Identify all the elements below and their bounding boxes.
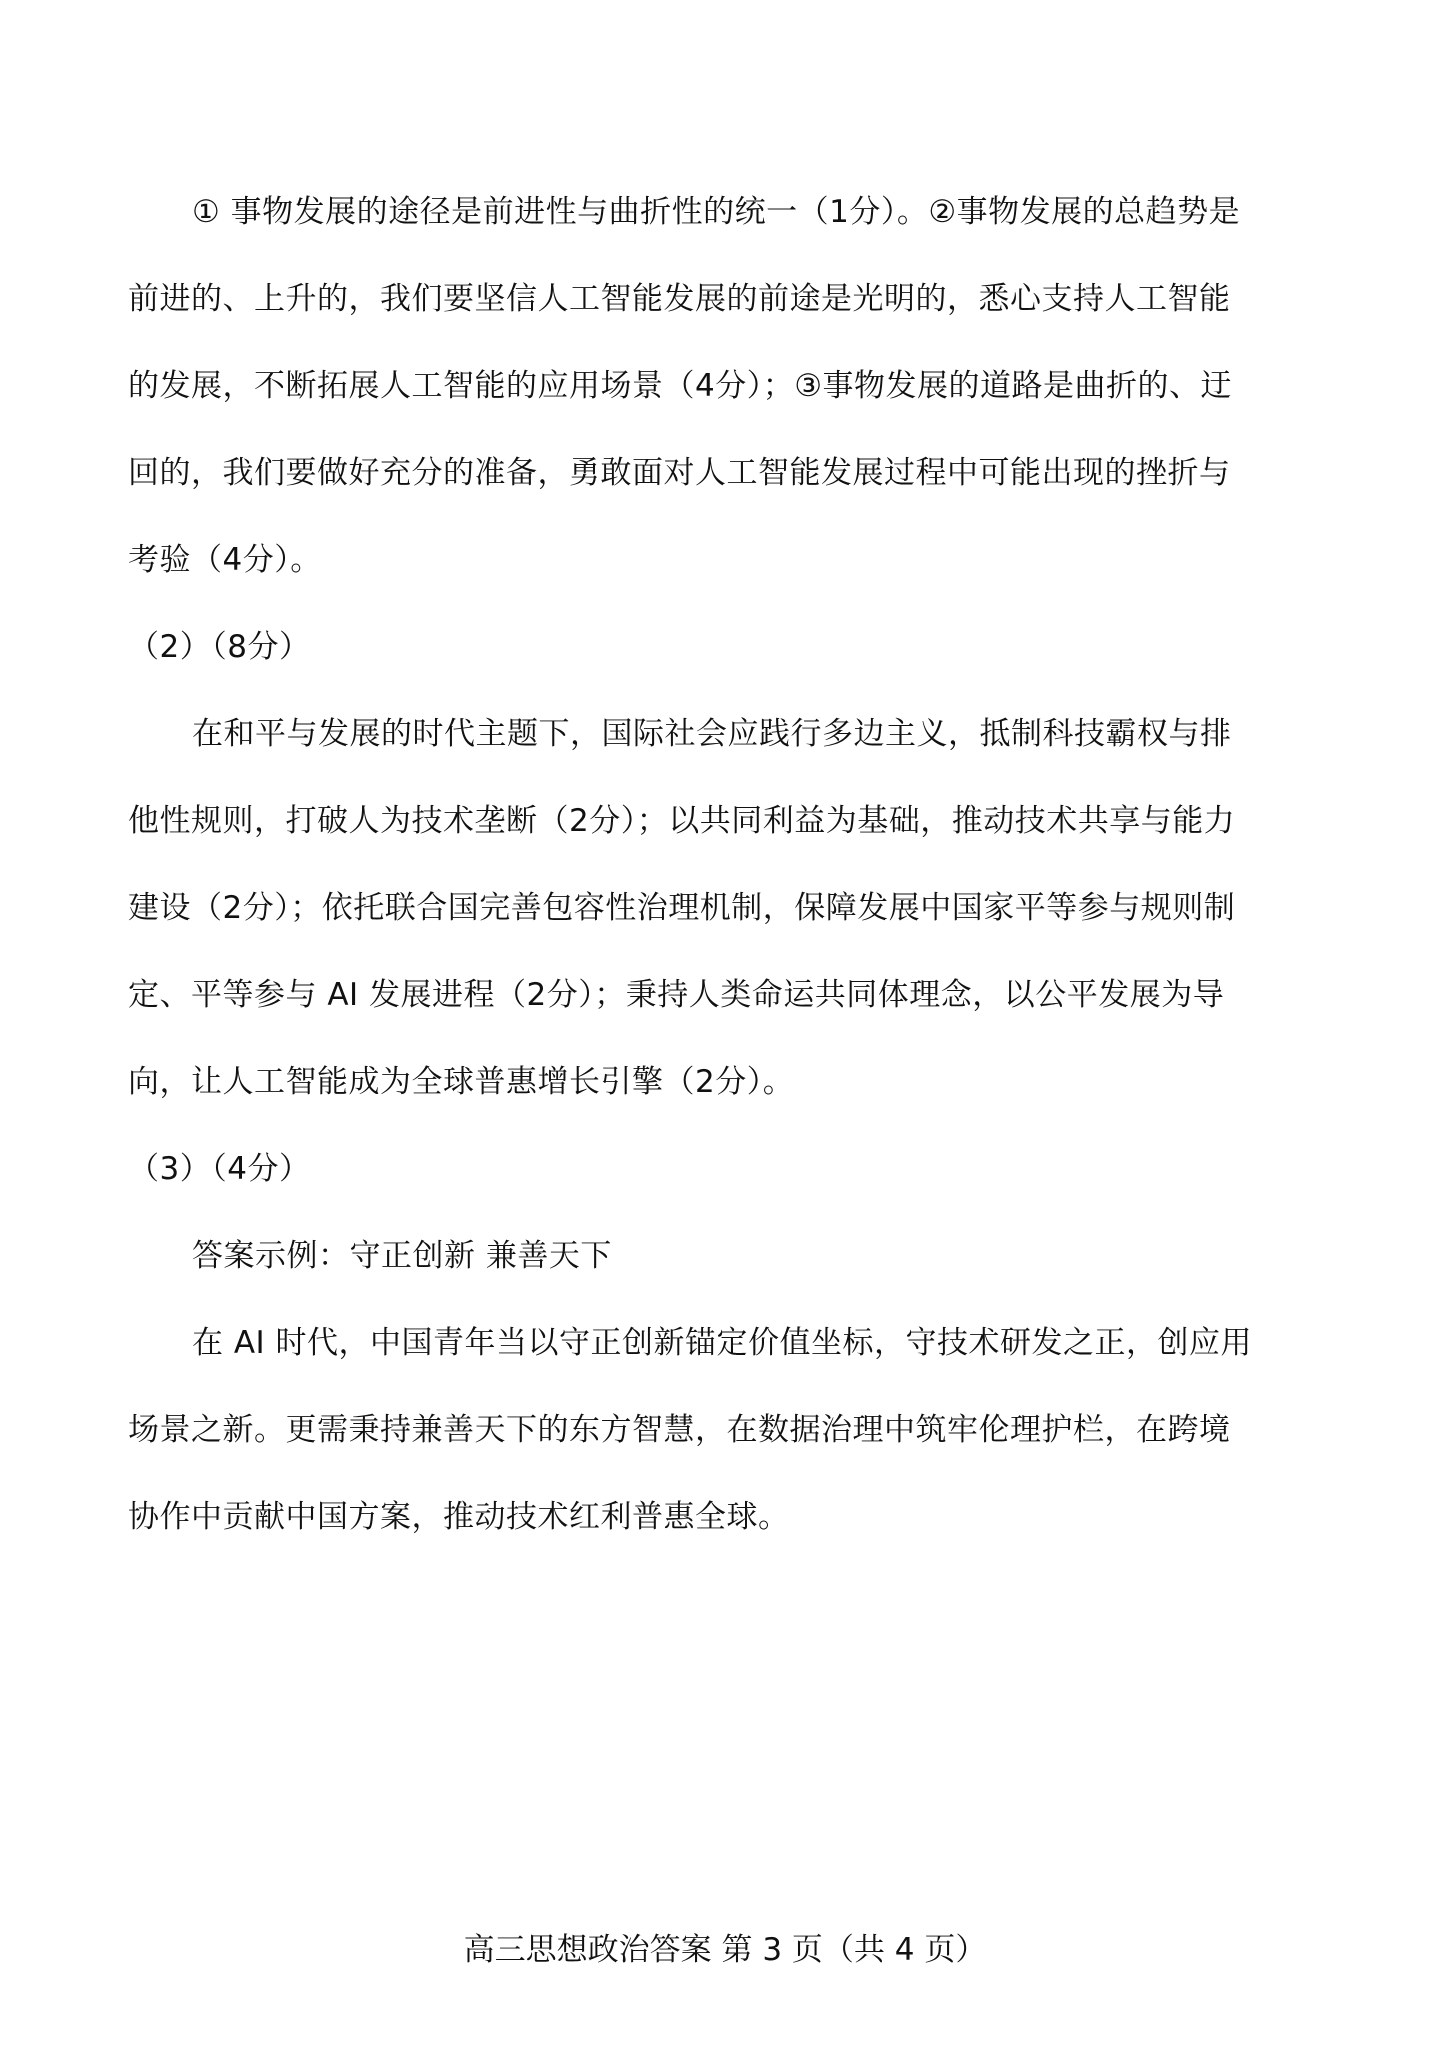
section1-line-2: 前进的、上升的，我们要坚信人工智能发展的前途是光明的，悉心支持人工智能 <box>128 281 1231 317</box>
section1-line-3: 的发展，不断拓展人工智能的应用场景（4分）；③事物发展的道路是曲折的、迂 <box>128 368 1233 404</box>
section1-line-4: 回的，我们要做好充分的准备，勇敢面对人工智能发展过程中可能出现的挫折与 <box>128 455 1231 491</box>
section2-line-2: 他性规则，打破人为技术垄断（2分）；以共同利益为基础，推动技术共享与能力 <box>128 803 1236 839</box>
section1-line-1: ① 事物发展的途径是前进性与曲折性的统一（1分）。②事物发展的总趋势是 <box>192 194 1241 230</box>
section3-line-2: 场景之新。更需秉持兼善天下的东方智慧，在数据治理中筑牢伦理护栏，在跨境 <box>128 1412 1231 1448</box>
section1-line-5: 考验（4分）。 <box>128 542 322 578</box>
section2-line-4: 定、平等参与 AI 发展进程（2分）；秉持人类命运共同体理念，以公平发展为导 <box>128 977 1225 1013</box>
section2-heading: （2）（8分） <box>128 629 311 665</box>
section3-example: 答案示例：守正创新 兼善天下 <box>192 1238 612 1274</box>
section3-line-1: 在 AI 时代，中国青年当以守正创新锚定价值坐标，守技术研发之正，创应用 <box>192 1325 1253 1361</box>
page-footer: 高三思想政治答案 第 3 页（共 4 页） <box>463 1932 987 1968</box>
section2-line-1: 在和平与发展的时代主题下，国际社会应践行多边主义，抵制科技霸权与排 <box>192 716 1232 752</box>
section2-line-3: 建设（2分）；依托联合国完善包容性治理机制，保障发展中国家平等参与规则制 <box>128 890 1236 926</box>
section3-heading: （3）（4分） <box>128 1151 311 1187</box>
section3-line-3: 协作中贡献中国方案，推动技术红利普惠全球。 <box>128 1499 790 1535</box>
section2-line-5: 向，让人工智能成为全球普惠增长引擎（2分）。 <box>128 1064 795 1100</box>
